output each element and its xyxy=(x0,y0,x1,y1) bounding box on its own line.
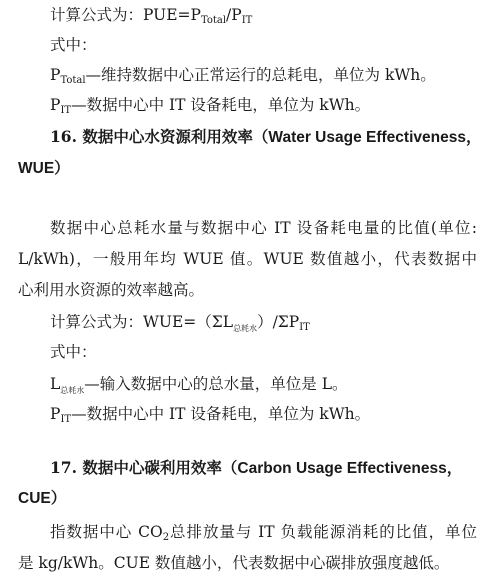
cue-heading xyxy=(50,458,462,479)
wue-def-it-symbol: P xyxy=(50,405,61,423)
wue-formula-mid: ）/ΣP xyxy=(257,313,300,331)
cue-paragraph-line-1-b: 总排放量与 IT 负载能源消耗的比值，单位 xyxy=(169,523,477,541)
wue-formula-sub-it: IT xyxy=(299,322,310,333)
wue-heading xyxy=(50,127,481,148)
wue-def-water-symbol: L xyxy=(50,375,61,393)
wue-def-water-sub: 总耗水 xyxy=(60,386,85,395)
wue-def-water xyxy=(50,374,348,401)
wue-heading-number: 16. xyxy=(50,127,77,146)
wue-formula-sub-water: 总耗水 xyxy=(233,324,258,333)
wue-heading-abbr: WUE） xyxy=(18,160,70,177)
pue-formula xyxy=(50,5,252,31)
cue-paragraph-line-1 xyxy=(50,522,477,548)
wue-def-it-sub: IT xyxy=(60,414,72,425)
cue-heading-abbr: CUE） xyxy=(18,490,67,507)
pue-def-total xyxy=(50,65,436,91)
cue-heading-line2 xyxy=(18,488,66,509)
wue-heading-line2 xyxy=(18,158,70,179)
cue-heading-number: 17. xyxy=(50,458,77,477)
pue-def-it-text: —数据中心中 IT 设备耗电，单位为 kWh。 xyxy=(71,96,371,114)
pue-def-it-symbol: P xyxy=(50,96,61,114)
pue-def-total-text: —维持数据中心正常运行的总耗电，单位为 kWh。 xyxy=(85,66,436,84)
wue-paragraph-line-2: L/kWh)，一般用年均 WUE 值。WUE 数值越小，代表数据中 xyxy=(18,250,477,268)
pue-where-label: 式中： xyxy=(50,36,97,54)
wue-def-it xyxy=(50,404,370,430)
pue-def-it xyxy=(50,95,370,121)
pue-def-total-symbol: P xyxy=(50,66,61,84)
wue-paragraph-line-1: 数据中心总耗水量与数据中心 IT 设备耗电量的比值(单位: xyxy=(50,219,477,237)
wue-heading-en: Water Usage Effectiveness， xyxy=(268,129,482,146)
pue-formula-mid: /P xyxy=(226,6,242,24)
cue-paragraph-line-2: 是 kg/kWh。CUE 数值越小，代表数据中心碳排放强度越低。 xyxy=(18,554,450,572)
wue-formula-prefix: 计算公式为：WUE=（ΣL xyxy=(50,313,234,331)
cue-heading-cn: 数据中心碳利用效率（ xyxy=(82,458,238,477)
wue-heading-cn: 数据中心水资源利用效率（ xyxy=(82,127,269,146)
pue-formula-sub-total: Total xyxy=(200,15,227,26)
cue-paragraph-co2-sub: 2 xyxy=(162,532,170,543)
pue-def-it-sub: IT xyxy=(60,105,72,116)
wue-where-label: 式中： xyxy=(50,343,97,361)
wue-def-it-text: —数据中心中 IT 设备耗电，单位为 kWh。 xyxy=(71,405,371,423)
pue-formula-sub-it: IT xyxy=(241,15,253,26)
pue-def-total-sub: Total xyxy=(60,75,86,86)
wue-def-water-text: —输入数据中心的总水量，单位是 L。 xyxy=(84,375,348,393)
wue-paragraph-line-3: 心利用水资源的效率越高。 xyxy=(18,281,205,299)
wue-formula xyxy=(50,312,310,339)
cue-paragraph-line-1-a: 指数据中心 CO xyxy=(50,523,163,541)
cue-heading-en: Carbon Usage Effectiveness， xyxy=(237,460,463,477)
pue-formula-prefix: 计算公式为：PUE=P xyxy=(50,6,201,24)
